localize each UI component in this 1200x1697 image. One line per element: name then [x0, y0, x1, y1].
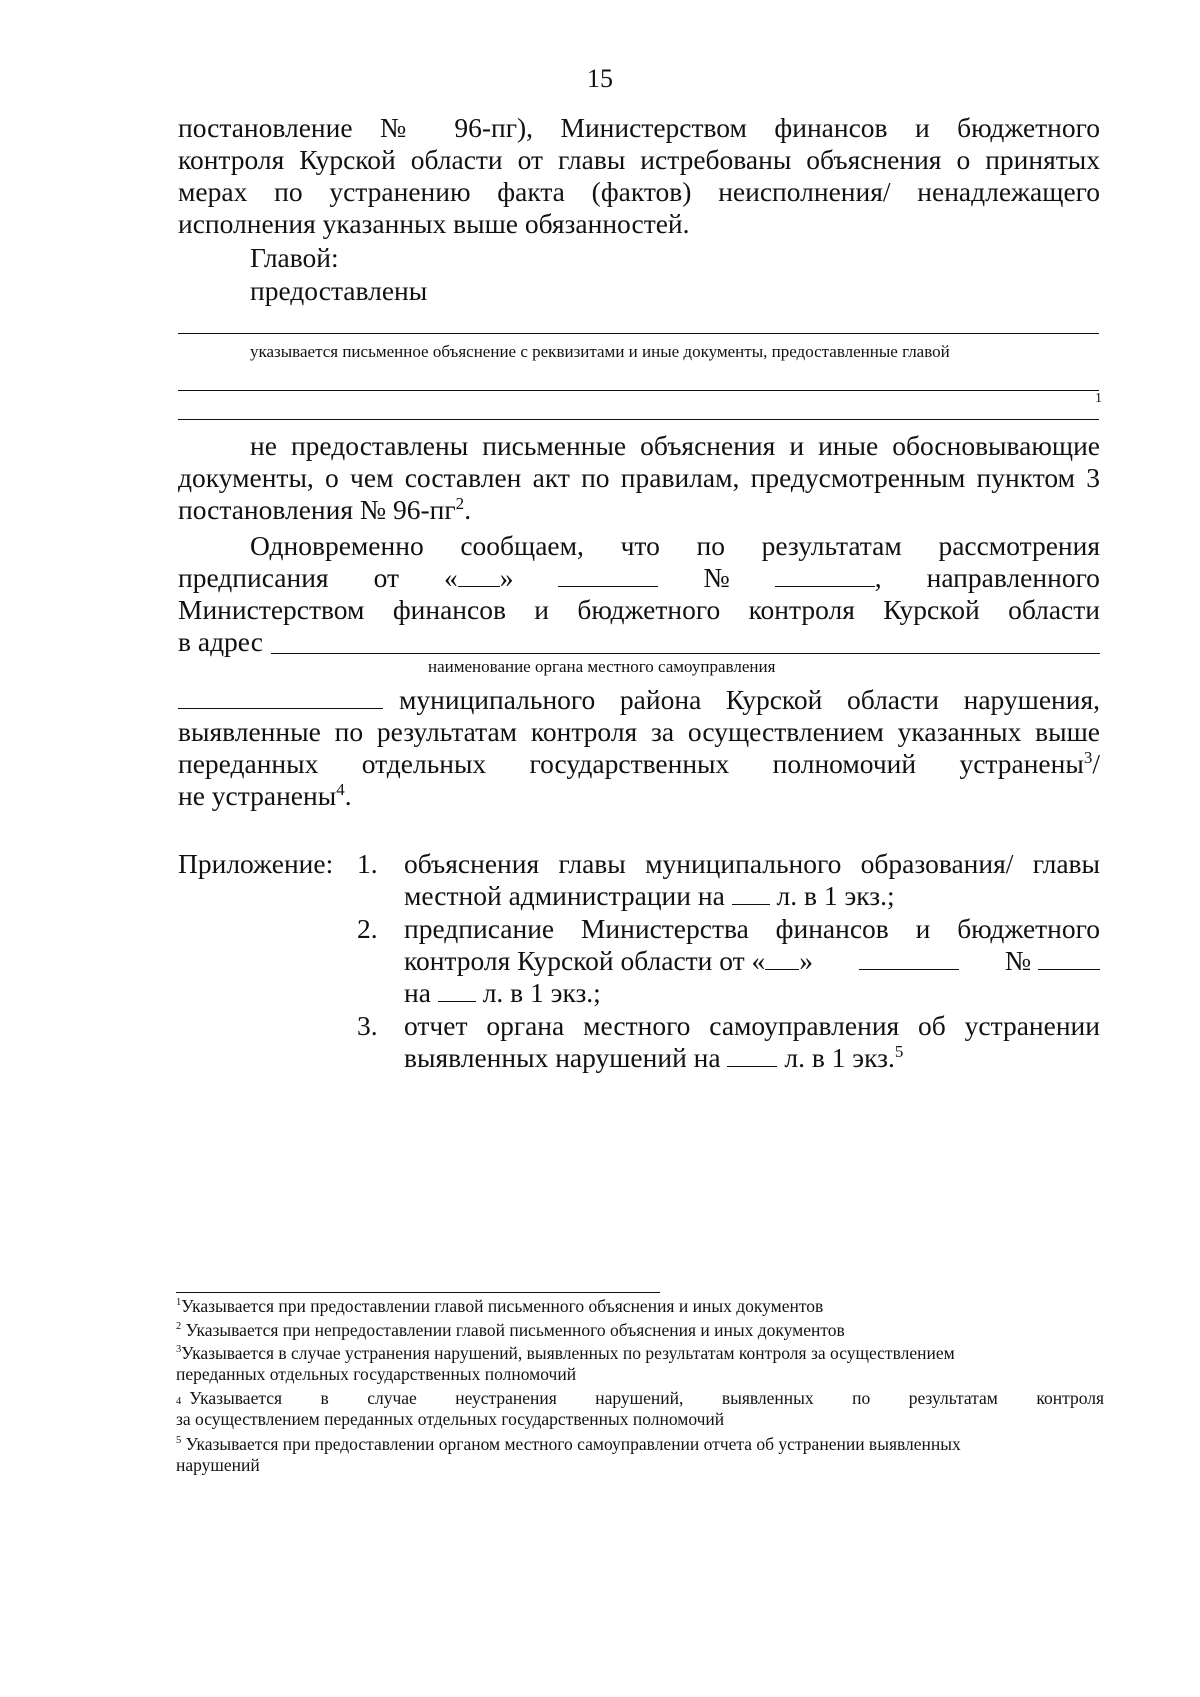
footnote-separator	[176, 1292, 660, 1293]
text-span: в адрес	[178, 626, 263, 657]
day-blank	[458, 562, 500, 587]
text-span: «	[443, 562, 458, 593]
attachment-item	[404, 913, 1100, 1009]
footnote-line: нарушений	[176, 1455, 260, 1475]
footnote-text: Указывается при предоставлении главой письменного объяснения и иных документов	[181, 1296, 824, 1316]
text-span: направленного	[926, 562, 1100, 593]
text-span: не устранены	[178, 780, 337, 811]
day-blank	[765, 945, 799, 970]
not-provided-paragraph	[178, 430, 1100, 526]
text-span: на	[404, 977, 431, 1008]
text-span: »	[499, 562, 514, 593]
text-line	[404, 945, 1100, 977]
footnote-ref: 5	[894, 1041, 904, 1061]
footnote-mark: 1	[176, 1297, 182, 1309]
footnote	[176, 1320, 1104, 1341]
number-field	[775, 562, 882, 594]
text-line	[178, 626, 1100, 658]
text-line: предписание Министерства финансов и бюджетного	[404, 913, 1100, 944]
footnote-line: переданных отдельных государственных полномочий	[176, 1364, 577, 1384]
footnote-mark: 5	[176, 1435, 182, 1447]
footnote	[176, 1296, 1104, 1317]
footnote	[176, 1434, 1104, 1476]
footnote-mark: 2	[176, 1321, 182, 1333]
notice-paragraph	[178, 530, 1100, 658]
text-span: .	[344, 780, 352, 811]
text-span: /	[1092, 748, 1100, 779]
date-field	[444, 562, 514, 594]
text-line	[178, 562, 1100, 594]
number-field	[1005, 945, 1100, 977]
fill-line	[178, 333, 1099, 334]
text-line	[178, 684, 1100, 716]
text-span: л. в 1 экз.;	[482, 977, 601, 1008]
fill-line	[178, 419, 1099, 420]
attachment-item	[404, 1010, 1100, 1074]
footnote-text: Указывается при непредоставлении главой письменного объяснения и иных документов	[185, 1320, 845, 1340]
attachment-number: 2.	[357, 913, 378, 944]
attachments-label: Приложение:	[178, 848, 334, 879]
footnote-line: за осуществлением переданных отдельных государственных полномочий	[176, 1409, 725, 1429]
text-span: контроля Курской области от «	[404, 945, 766, 976]
number-blank	[775, 562, 875, 587]
text-line	[178, 780, 1100, 812]
text-span: №	[703, 562, 730, 593]
footnote-line	[176, 1320, 1104, 1341]
text-line: объяснения главы муниципального образования/ главы	[404, 848, 1100, 879]
text-span: л. в 1 экз.	[784, 1042, 895, 1073]
attachment-number: 1.	[357, 848, 378, 879]
footnote-line: 4 Указывается в случае неустранения нарушений, выявленных по результатам контроля	[176, 1388, 1104, 1408]
name-blank	[178, 684, 383, 709]
date-blank	[859, 945, 959, 970]
text-span: .	[464, 494, 472, 525]
text-line	[404, 1042, 1100, 1074]
text-span: »	[799, 945, 814, 976]
footnote-text: Указывается в случае устранения нарушений, выявленных по результатам контроля за осуществлением	[181, 1343, 955, 1363]
footnote-line	[176, 1434, 1104, 1455]
footnote-mark: 1	[1095, 391, 1102, 406]
text-line: контроля Курской области от главы истребованы объяснения о принятых	[178, 144, 1100, 175]
text-span: предписания	[178, 562, 329, 593]
text-line: постановление № 96-пг), Министерством финансов и бюджетного	[178, 112, 1100, 143]
district-paragraph	[178, 684, 1100, 812]
footnote-mark: 3	[176, 1344, 182, 1356]
text-line: не предоставлены письменные объяснения и иные обосновывающие	[250, 430, 1100, 461]
text-line: отчет органа местного самоуправления об устранении	[404, 1010, 1100, 1041]
text-span: муниципального района Курской области нарушения,	[399, 684, 1100, 715]
text-span: выявленных нарушений на	[404, 1042, 721, 1073]
footnote-ref: 3	[1083, 747, 1093, 767]
date-field	[404, 945, 813, 977]
intro-paragraph	[178, 112, 1100, 240]
text-line: документы, о чем составлен акт по правилам, предусмотренным пунктом 3	[178, 462, 1100, 493]
text-span: л. в 1 экз.;	[776, 880, 895, 911]
pages-blank	[732, 880, 770, 905]
text-line: Одновременно сообщаем, что по результатам рассмотрения	[250, 530, 1100, 561]
date-blank	[558, 562, 658, 587]
footnote-line	[176, 1343, 1104, 1364]
text-line: Министерством финансов и бюджетного контроля Курской области	[178, 594, 1100, 625]
text-span: от	[373, 562, 399, 593]
text-line	[178, 494, 1100, 526]
text-line: исполнения указанных выше обязанностей.	[178, 208, 690, 239]
footnote	[176, 1343, 1104, 1385]
text-line: выявленные по результатам контроля за осуществлением указанных выше	[178, 716, 1100, 747]
text-line	[178, 748, 1100, 780]
by-head-label: Главой:	[250, 242, 339, 273]
provided-label: предоставлены	[250, 275, 428, 306]
page-number: 15	[587, 64, 613, 93]
text-span: №	[1004, 945, 1032, 976]
text-span: ,	[874, 562, 882, 593]
text-line: мерах по устранению факта (фактов) неисполнения/ ненадлежащего	[178, 176, 1100, 207]
text-line	[404, 880, 1100, 912]
number-blank	[1038, 945, 1100, 970]
footnote-text: Указывается в случае неустранения нарушений, выявленных по результатам контроля	[189, 1388, 1104, 1408]
attachment-number: 3.	[357, 1010, 378, 1041]
footnote-ref: 2	[455, 493, 465, 513]
text-span: переданных отдельных государственных полномочий устранены	[178, 748, 1084, 779]
pages-blank	[727, 1042, 777, 1067]
address-blank	[271, 626, 1100, 654]
text-span: постановления № 96-пг	[178, 494, 456, 525]
footnote	[176, 1388, 1104, 1430]
text-line	[404, 977, 1100, 1009]
footnote-text: Указывается при предоставлении органом местного самоуправлении отчета об устранении выявленных	[185, 1434, 961, 1454]
footnote-ref: 4	[336, 779, 345, 799]
documents-caption: указывается письменное объяснение с реквизитами и иные документы, предоставленные главой	[250, 342, 950, 361]
pages-blank	[438, 977, 476, 1002]
attachment-item	[404, 848, 1100, 912]
local-gov-caption: наименование органа местного самоуправления	[428, 657, 776, 676]
footnote-line	[176, 1296, 1104, 1317]
fill-line	[178, 390, 1099, 391]
text-span: местной администрации на	[404, 880, 725, 911]
